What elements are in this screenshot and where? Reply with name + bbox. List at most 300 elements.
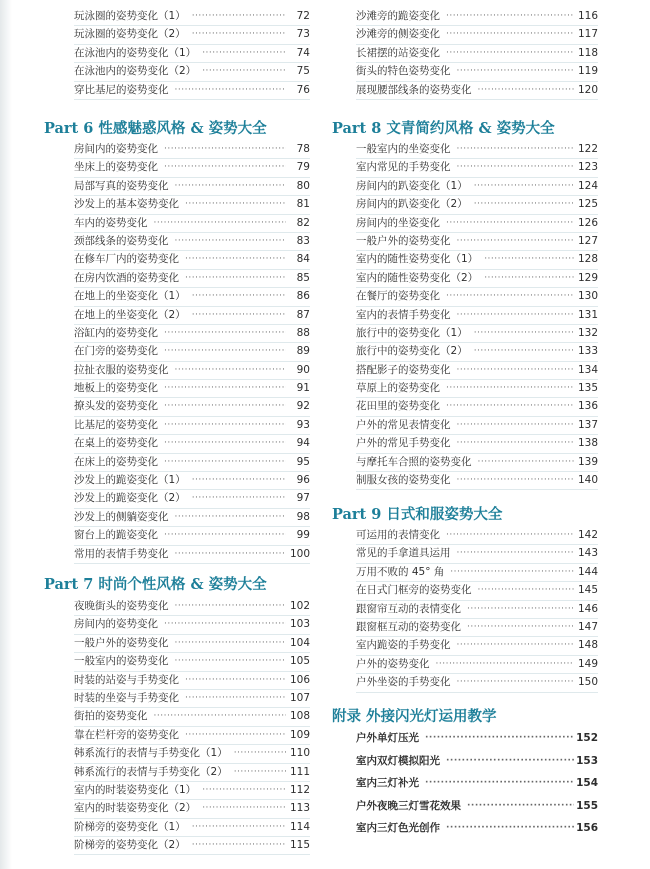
toc-entry-page: 73	[296, 28, 310, 41]
dot-leader	[446, 44, 574, 62]
toc-entry-title: 展现腰部线条的姿势变化	[356, 83, 472, 96]
toc-entry[interactable]	[74, 215, 310, 233]
toc-entry-page: 117	[577, 28, 598, 41]
dot-leader	[154, 214, 287, 232]
toc-entry[interactable]	[74, 8, 310, 26]
dot-leader	[185, 726, 286, 744]
dot-leader	[175, 545, 287, 563]
toc-entry[interactable]	[74, 343, 310, 361]
toc-entry[interactable]	[356, 545, 598, 563]
dot-leader	[192, 25, 286, 43]
toc-entry-title: 万用不败的 45° 角	[356, 565, 445, 578]
toc-entry-title: 沙发上的跪姿变化（2）	[74, 492, 186, 505]
toc-entry-page: 100	[289, 547, 310, 560]
page-edge-shadow	[0, 0, 12, 869]
toc-entry-page: 112	[289, 783, 310, 796]
toc-entry-page: 99	[296, 529, 310, 542]
toc-entry[interactable]	[356, 472, 598, 490]
toc-entry[interactable]	[356, 527, 598, 545]
toc-entry[interactable]	[74, 616, 310, 634]
toc-entry[interactable]	[74, 527, 310, 545]
appendix-heading: 附录 外接闪光灯运用教学	[332, 708, 497, 725]
dot-leader	[185, 689, 286, 707]
toc-entry[interactable]	[356, 417, 598, 435]
toc-entry-page: 103	[289, 618, 310, 631]
toc-entry[interactable]	[356, 325, 598, 343]
toc-entry-title: 常用的表情手势变化	[74, 547, 169, 560]
toc-entry-title: 室内的表情手势变化	[356, 308, 451, 321]
toc-entry[interactable]	[356, 215, 598, 233]
toc-entry[interactable]	[74, 837, 310, 855]
toc-entry[interactable]	[356, 656, 598, 674]
toc-entry-page: 111	[289, 765, 310, 778]
dot-leader	[192, 287, 286, 305]
toc-entry-page: 124	[577, 179, 598, 192]
toc-entry-title: 跟窗框互动的姿势变化	[356, 620, 461, 633]
toc-entry-page: 95	[296, 455, 310, 468]
toc-entry[interactable]	[356, 817, 598, 840]
toc-entry-title: 户外单灯压光	[356, 732, 419, 744]
toc-entry[interactable]	[356, 772, 598, 795]
dot-leader	[175, 634, 287, 652]
toc-entry-title: 旅行中的姿势变化（1）	[356, 326, 468, 339]
toc-entry-page: 114	[289, 820, 310, 833]
toc-entry[interactable]	[74, 764, 310, 782]
toc-entry-title: 时装的站姿与手势变化	[74, 673, 179, 686]
toc-entry-page: 88	[296, 326, 310, 339]
dot-leader	[425, 772, 574, 795]
dot-leader	[192, 471, 286, 489]
toc-entry-title: 沙滩旁的跪姿变化	[356, 9, 440, 22]
toc-entry[interactable]	[74, 196, 310, 214]
toc-entry-title: 在地上的坐姿变化（1）	[74, 290, 186, 303]
toc-entry-title: 街头的特色姿势变化	[356, 65, 451, 78]
dot-leader	[185, 195, 286, 213]
toc-entry[interactable]	[74, 708, 310, 726]
toc-entry-page: 156	[576, 822, 598, 835]
part7-heading: Part 7 时尚个性风格 & 姿势大全	[44, 576, 267, 593]
toc-entry-title: 在泳池内的姿势变化（2）	[74, 65, 197, 78]
toc-entry[interactable]	[356, 582, 598, 600]
toc-entry[interactable]	[74, 270, 310, 288]
toc-entry-page: 152	[576, 732, 598, 744]
toc-entry-page: 109	[289, 728, 310, 741]
toc-entry[interactable]	[356, 435, 598, 453]
part9-heading: Part 9 日式和服姿势大全	[332, 506, 503, 523]
dot-leader	[474, 195, 574, 213]
toc-entry-title: 阶梯旁的姿势变化（1）	[74, 820, 186, 833]
toc-entry-title: 在泳池内的姿势变化（1）	[74, 46, 197, 59]
toc-entry-title: 搭配影子的姿势变化	[356, 363, 451, 376]
toc-entry-title: 坐床上的姿势变化	[74, 161, 158, 174]
toc-entry[interactable]	[356, 45, 598, 63]
toc-entry-page: 128	[577, 253, 598, 266]
toc-entry[interactable]	[74, 782, 310, 800]
dot-leader	[164, 615, 286, 633]
toc-entry[interactable]	[356, 343, 598, 361]
toc-entry[interactable]	[74, 472, 310, 490]
dot-leader	[425, 727, 574, 750]
toc-entry[interactable]	[356, 601, 598, 619]
toc-entry[interactable]	[356, 159, 598, 177]
toc-entry-page: 86	[296, 290, 310, 303]
toc-entry-page: 144	[577, 565, 598, 578]
toc-entry[interactable]	[74, 672, 310, 690]
toc-entry-title: 户外的姿势变化	[356, 657, 430, 670]
toc-entry[interactable]	[74, 398, 310, 416]
toc-entry-page: 106	[289, 673, 310, 686]
toc-entry-page: 123	[577, 161, 598, 174]
toc-entry-title: 旅行中的姿势变化（2）	[356, 345, 468, 358]
toc-entry[interactable]	[74, 251, 310, 269]
toc-entry-page: 76	[296, 83, 310, 96]
toc-entry-page: 104	[289, 636, 310, 649]
toc-entry[interactable]	[356, 26, 598, 44]
toc-entry[interactable]	[74, 417, 310, 435]
dot-leader	[234, 763, 286, 781]
toc-entry-page: 150	[577, 676, 598, 689]
toc-entry-page: 94	[296, 437, 310, 450]
toc-entry-title: 在房内饮酒的姿势变化	[74, 271, 179, 284]
part8-heading: Part 8 文青简约风格 & 姿势大全	[332, 120, 555, 137]
dot-leader	[457, 636, 575, 654]
toc-entry-title: 撩头发的姿势变化	[74, 400, 158, 413]
toc-entry-title: 室内常见的手势变化	[356, 161, 451, 174]
toc-entry-page: 79	[296, 161, 310, 174]
toc-entry[interactable]	[74, 435, 310, 453]
toc-entry[interactable]	[74, 690, 310, 708]
dot-leader	[164, 140, 286, 158]
toc-entry[interactable]	[74, 325, 310, 343]
toc-entry-title: 室内跪姿的手势变化	[356, 639, 451, 652]
toc-entry-title: 在修车厂内的姿势变化	[74, 253, 179, 266]
dot-leader	[446, 7, 574, 25]
toc-entry[interactable]	[74, 819, 310, 837]
toc-entry-title: 与摩托车合照的姿势变化	[356, 455, 472, 468]
toc-entry[interactable]	[356, 795, 598, 818]
toc-entry-page: 115	[289, 839, 310, 852]
toc-entry-title: 制服女孩的姿势变化	[356, 474, 451, 487]
toc-entry-title: 户外的常见手势变化	[356, 437, 451, 450]
toc-entry[interactable]	[356, 454, 598, 472]
toc-entry-page: 132	[577, 326, 598, 339]
toc-entry-page: 142	[577, 528, 598, 541]
toc-entry-title: 在餐厅的姿势变化	[356, 290, 440, 303]
toc-entry[interactable]	[356, 63, 598, 81]
toc-entry-page: 137	[577, 418, 598, 431]
toc-entry[interactable]	[74, 454, 310, 472]
dot-leader	[175, 652, 287, 670]
toc-entry[interactable]	[74, 45, 310, 63]
dot-leader	[446, 397, 574, 415]
toc-entry[interactable]	[74, 546, 310, 564]
toc-entry-page: 140	[577, 474, 598, 487]
dot-leader	[192, 818, 286, 836]
toc-entry[interactable]	[74, 82, 310, 100]
toc-entry-page: 89	[296, 345, 310, 358]
toc-entry-page: 149	[577, 657, 598, 670]
dot-leader	[474, 342, 574, 360]
dot-leader	[450, 563, 574, 581]
toc-entry-title: 室内的时装姿势变化（1）	[74, 783, 197, 796]
toc-entry-page: 119	[577, 65, 598, 78]
dot-leader	[175, 177, 287, 195]
dot-leader	[175, 508, 287, 526]
dot-leader	[457, 306, 575, 324]
toc-entry-title: 时装的坐姿与手势变化	[74, 691, 179, 704]
toc-entry[interactable]	[74, 288, 310, 306]
dot-leader	[484, 250, 574, 268]
toc-entry-page: 120	[577, 83, 598, 96]
toc-entry-page: 83	[296, 234, 310, 247]
toc-entry-page: 82	[296, 216, 310, 229]
dot-leader	[457, 544, 575, 562]
dot-leader	[446, 214, 574, 232]
dot-leader	[446, 817, 574, 840]
toc-entry[interactable]	[356, 674, 598, 692]
dot-leader	[457, 673, 575, 691]
toc-entry-title: 花田里的姿势变化	[356, 400, 440, 413]
dot-leader	[202, 62, 286, 80]
toc-entry-title: 穿比基尼的姿势变化	[74, 83, 169, 96]
part8-entries	[356, 141, 598, 490]
toc-entry-page: 87	[296, 308, 310, 321]
toc-entry[interactable]	[74, 635, 310, 653]
toc-entry-page: 91	[296, 382, 310, 395]
toc-entry[interactable]	[74, 490, 310, 508]
toc-entry-title: 拉扯衣服的姿势变化	[74, 363, 169, 376]
toc-entry[interactable]	[356, 251, 598, 269]
toc-entry[interactable]	[356, 564, 598, 582]
toc-entry-title: 跟窗帘互动的表情变化	[356, 602, 461, 615]
dot-leader	[446, 750, 574, 773]
toc-entry-page: 126	[577, 216, 598, 229]
toc-entry-title: 局部写真的姿势变化	[74, 179, 169, 192]
dot-leader	[202, 44, 286, 62]
toc-entry-page: 136	[577, 400, 598, 413]
toc-entry-page: 105	[289, 655, 310, 668]
toc-entry-page: 90	[296, 363, 310, 376]
dot-leader	[446, 287, 574, 305]
toc-entry[interactable]	[356, 233, 598, 251]
dot-leader	[164, 453, 286, 471]
toc-entry-title: 韩系流行的表情与手势变化（2）	[74, 765, 228, 778]
toc-entry-title: 室内的时装姿势变化（2）	[74, 802, 197, 815]
toc-entry[interactable]	[356, 362, 598, 380]
toc-entry-title: 在床上的姿势变化	[74, 455, 158, 468]
toc-entry[interactable]	[74, 800, 310, 818]
dot-leader	[164, 379, 286, 397]
toc-entry-page: 96	[296, 474, 310, 487]
toc-entry-title: 夜晚街头的姿势变化	[74, 599, 169, 612]
toc-entry[interactable]	[356, 196, 598, 214]
toc-entry-title: 韩系流行的表情与手势变化（1）	[74, 747, 228, 760]
dot-leader	[467, 795, 574, 818]
toc-entry-title: 一般室内的坐姿变化	[356, 142, 451, 155]
toc-entry[interactable]	[356, 727, 598, 750]
toc-entry-title: 沙发上的侧躺姿变化	[74, 510, 169, 523]
toc-entry-title: 在桌上的姿势变化	[74, 437, 158, 450]
toc-entry[interactable]	[356, 380, 598, 398]
dot-leader	[192, 489, 286, 507]
toc-entry[interactable]	[74, 178, 310, 196]
dot-leader	[164, 342, 286, 360]
toc-entry-title: 地板上的姿势变化	[74, 382, 158, 395]
toc-entry-page: 133	[577, 345, 598, 358]
toc-entry[interactable]	[74, 159, 310, 177]
toc-entry-page: 84	[296, 253, 310, 266]
toc-entry-title: 户外坐姿的手势变化	[356, 676, 451, 689]
toc-entry[interactable]	[356, 398, 598, 416]
toc-entry[interactable]	[356, 270, 598, 288]
dot-leader	[467, 618, 574, 636]
toc-entry-page: 145	[577, 584, 598, 597]
toc-entry-page: 110	[289, 747, 310, 760]
toc-entry-title: 车内的姿势变化	[74, 216, 148, 229]
dot-leader	[164, 434, 286, 452]
dot-leader	[457, 416, 575, 434]
dot-leader	[474, 177, 574, 195]
toc-entry-page: 138	[577, 437, 598, 450]
dot-leader	[478, 81, 575, 99]
dot-leader	[467, 600, 574, 618]
toc-entry-title: 室内的随性姿势变化（2）	[356, 271, 479, 284]
dot-leader	[457, 361, 575, 379]
toc-entry-page: 148	[577, 639, 598, 652]
dot-leader	[457, 140, 575, 158]
toc-entry[interactable]	[74, 63, 310, 81]
toc-entry-title: 房间内的姿势变化	[74, 142, 158, 155]
toc-entry-title: 室内三灯色光创作	[356, 822, 440, 835]
toc-entry-title: 浴缸内的姿势变化	[74, 326, 158, 339]
toc-entry-page: 102	[289, 599, 310, 612]
toc-entry[interactable]	[74, 380, 310, 398]
toc-entry-title: 颈部线条的姿势变化	[74, 234, 169, 247]
toc-entry-page: 72	[296, 9, 310, 22]
toc-entry-title: 房间内的姿势变化	[74, 618, 158, 631]
toc-entry-title: 窗台上的跪姿变化	[74, 529, 158, 542]
toc-entry-page: 122	[577, 142, 598, 155]
toc-entry-title: 房间内的坐姿变化	[356, 216, 440, 229]
dot-leader	[175, 597, 287, 615]
toc-entry-page: 131	[577, 308, 598, 321]
toc-entry[interactable]	[356, 178, 598, 196]
toc-entry-page: 153	[576, 754, 598, 767]
toc-entry-title: 一般户外的姿势变化	[74, 636, 169, 649]
toc-entry[interactable]	[74, 727, 310, 745]
toc-entry-title: 在日式门框旁的姿势变化	[356, 584, 472, 597]
dot-leader	[164, 158, 286, 176]
dot-leader	[478, 453, 575, 471]
toc-entry[interactable]	[356, 141, 598, 159]
dot-leader	[192, 836, 286, 854]
dot-leader	[457, 434, 575, 452]
dot-leader	[185, 250, 286, 268]
toc-entry-title: 户外夜晚三灯雪花效果	[356, 799, 461, 812]
toc-entry[interactable]	[74, 598, 310, 616]
toc-entry-title: 室内双灯模拟阳光	[356, 754, 440, 767]
dot-leader	[175, 361, 287, 379]
entries-continued-left	[74, 8, 310, 100]
toc-entry-page: 127	[577, 234, 598, 247]
dot-leader	[484, 269, 574, 287]
toc-entry-title: 室内三灯补光	[356, 777, 419, 790]
toc-entry-title: 在地上的坐姿变化（2）	[74, 308, 186, 321]
toc-entry[interactable]	[74, 745, 310, 763]
toc-entry-title: 长裙摆的站姿变化	[356, 46, 440, 59]
toc-entry[interactable]	[356, 82, 598, 100]
toc-entry-title: 一般户外的姿势变化	[356, 234, 451, 247]
part7-entries	[74, 598, 310, 855]
toc-entry-page: 107	[289, 691, 310, 704]
toc-entry-page: 108	[289, 710, 310, 723]
toc-entry-title: 街拍的姿势变化	[74, 710, 148, 723]
toc-entry[interactable]	[74, 26, 310, 44]
toc-entry-page: 135	[577, 382, 598, 395]
toc-entry-title: 室内的随性姿势变化（1）	[356, 253, 479, 266]
toc-entry[interactable]	[74, 233, 310, 251]
dot-leader	[457, 62, 575, 80]
toc-entry[interactable]	[74, 362, 310, 380]
toc-entry-title: 房间内的趴姿变化（1）	[356, 179, 468, 192]
toc-entry-page: 147	[577, 620, 598, 633]
dot-leader	[185, 671, 286, 689]
dot-leader	[436, 655, 575, 673]
dot-leader	[164, 397, 286, 415]
toc-entry[interactable]	[356, 637, 598, 655]
toc-entry-page: 134	[577, 363, 598, 376]
toc-entry[interactable]	[356, 307, 598, 325]
toc-entry-title: 比基尼的姿势变化	[74, 418, 158, 431]
toc-entry-page: 130	[577, 290, 598, 303]
dot-leader	[446, 526, 574, 544]
toc-entry-title: 在门旁的姿势变化	[74, 345, 158, 358]
toc-entry[interactable]	[74, 509, 310, 527]
toc-entry-title: 沙发上的跪姿变化（1）	[74, 474, 186, 487]
dot-leader	[446, 379, 574, 397]
dot-leader	[457, 232, 575, 250]
dot-leader	[446, 25, 574, 43]
toc-entry-page: 113	[289, 802, 310, 815]
toc-entry-title: 可运用的表情变化	[356, 528, 440, 541]
toc-entry[interactable]	[356, 750, 598, 773]
part6-heading: Part 6 性感魅惑风格 & 姿势大全	[44, 120, 267, 137]
entries-continued-right	[356, 8, 598, 100]
toc-entry-page: 155	[576, 799, 598, 812]
dot-leader	[192, 306, 286, 324]
dot-leader	[457, 158, 575, 176]
toc-entry-page: 129	[577, 271, 598, 284]
toc-entry[interactable]	[74, 307, 310, 325]
toc-entry-title: 一般室内的姿势变化	[74, 655, 169, 668]
toc-entry-page: 143	[577, 547, 598, 560]
dot-leader	[175, 81, 287, 99]
toc-entry-page: 75	[296, 65, 310, 78]
toc-entry[interactable]	[356, 288, 598, 306]
toc-entry-page: 81	[296, 198, 310, 211]
part6-entries	[74, 141, 310, 564]
dot-leader	[164, 526, 286, 544]
part9-entries	[356, 527, 598, 693]
toc-entry[interactable]	[74, 653, 310, 671]
dot-leader	[164, 324, 286, 342]
dot-leader	[154, 707, 287, 725]
dot-leader	[474, 324, 574, 342]
toc-entry[interactable]	[74, 141, 310, 159]
toc-entry[interactable]	[356, 619, 598, 637]
toc-entry[interactable]	[356, 8, 598, 26]
dot-leader	[202, 781, 286, 799]
